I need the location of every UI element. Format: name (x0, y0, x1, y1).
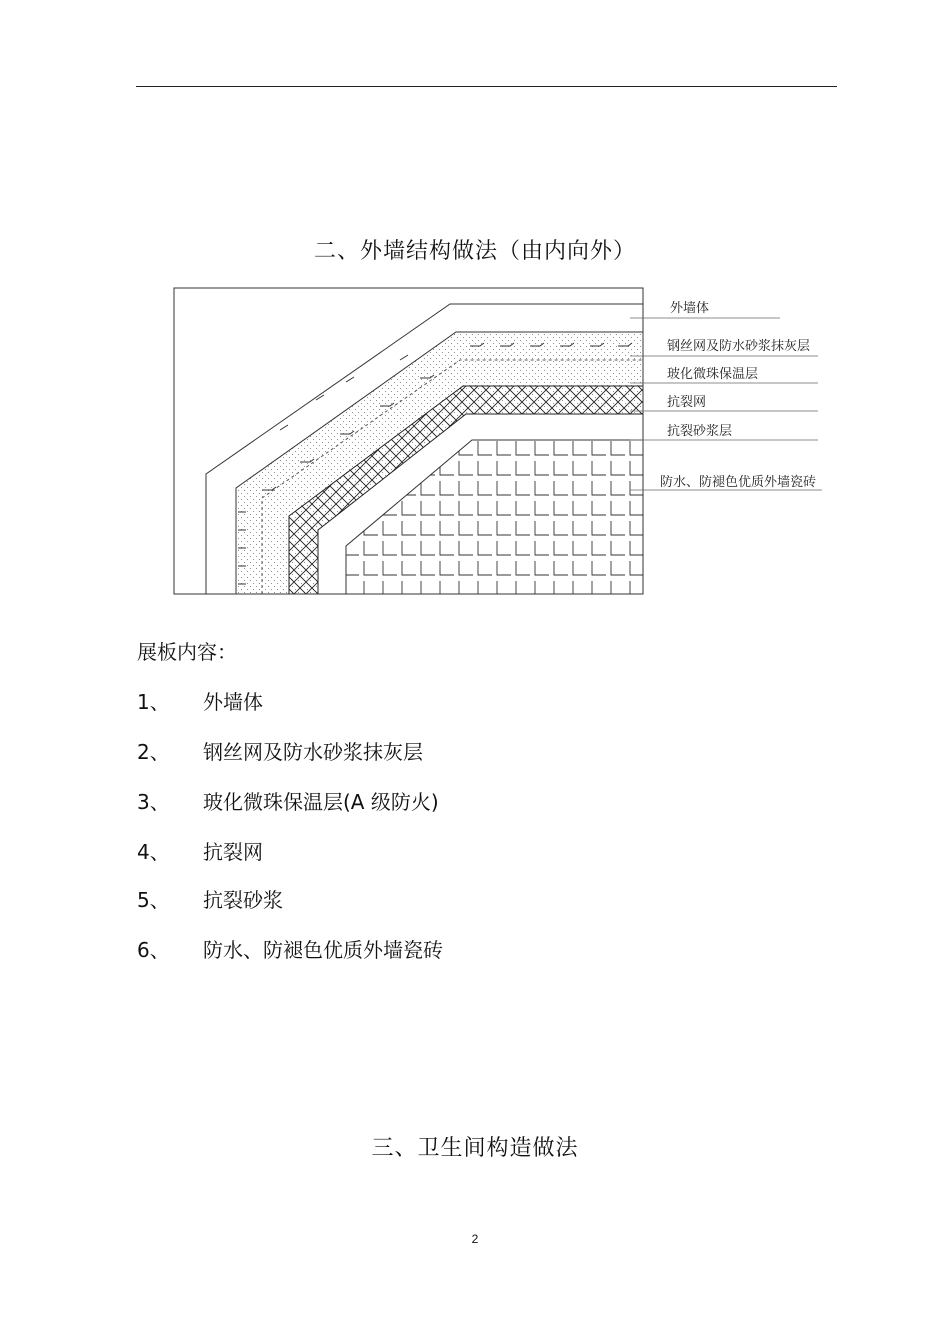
label-steel-mesh-mortar: 钢丝网及防水砂浆抹灰层 (667, 339, 811, 354)
list-item-number: 6、 (137, 938, 170, 962)
label-anti-crack-mortar: 抗裂砂浆层 (667, 424, 733, 439)
list-item (137, 934, 443, 963)
page-number: 2 (471, 1232, 479, 1246)
section-title-bathroom: 三、卫生间构造做法 (371, 1136, 579, 1161)
list-item (137, 836, 263, 865)
list-item-text: 抗裂砂浆 (203, 888, 283, 912)
list-item-number: 4、 (137, 840, 170, 864)
list-item-text: 抗裂网 (203, 840, 263, 864)
list-item-number: 2、 (137, 740, 170, 764)
wall-layer-diagram (170, 284, 860, 600)
list-item-number: 5、 (137, 888, 170, 912)
list-item (137, 786, 439, 815)
label-insulation: 玻化微珠保温层 (667, 367, 759, 382)
panel-content-heading: 展板内容： (137, 640, 237, 664)
header-rule (136, 86, 837, 87)
list-item (137, 884, 283, 913)
list-item-text: 外墙体 (203, 690, 263, 714)
list-item-text: 玻化微珠保温层(A 级防火) (203, 790, 439, 814)
list-item-text: 钢丝网及防水砂浆抹灰层 (203, 740, 423, 764)
label-wall-body: 外墙体 (670, 301, 710, 316)
label-tiles: 防水、防褪色优质外墙瓷砖 (660, 475, 817, 490)
list-item-text: 防水、防褪色优质外墙瓷砖 (203, 938, 443, 962)
list-item-number: 3、 (137, 790, 170, 814)
section-title-exterior-wall: 二、外墙结构做法（由内向外） (313, 239, 636, 264)
label-anti-crack-mesh: 抗裂网 (667, 395, 707, 410)
list-item (137, 736, 423, 765)
list-item (137, 686, 263, 715)
list-item-number: 1、 (137, 690, 170, 714)
